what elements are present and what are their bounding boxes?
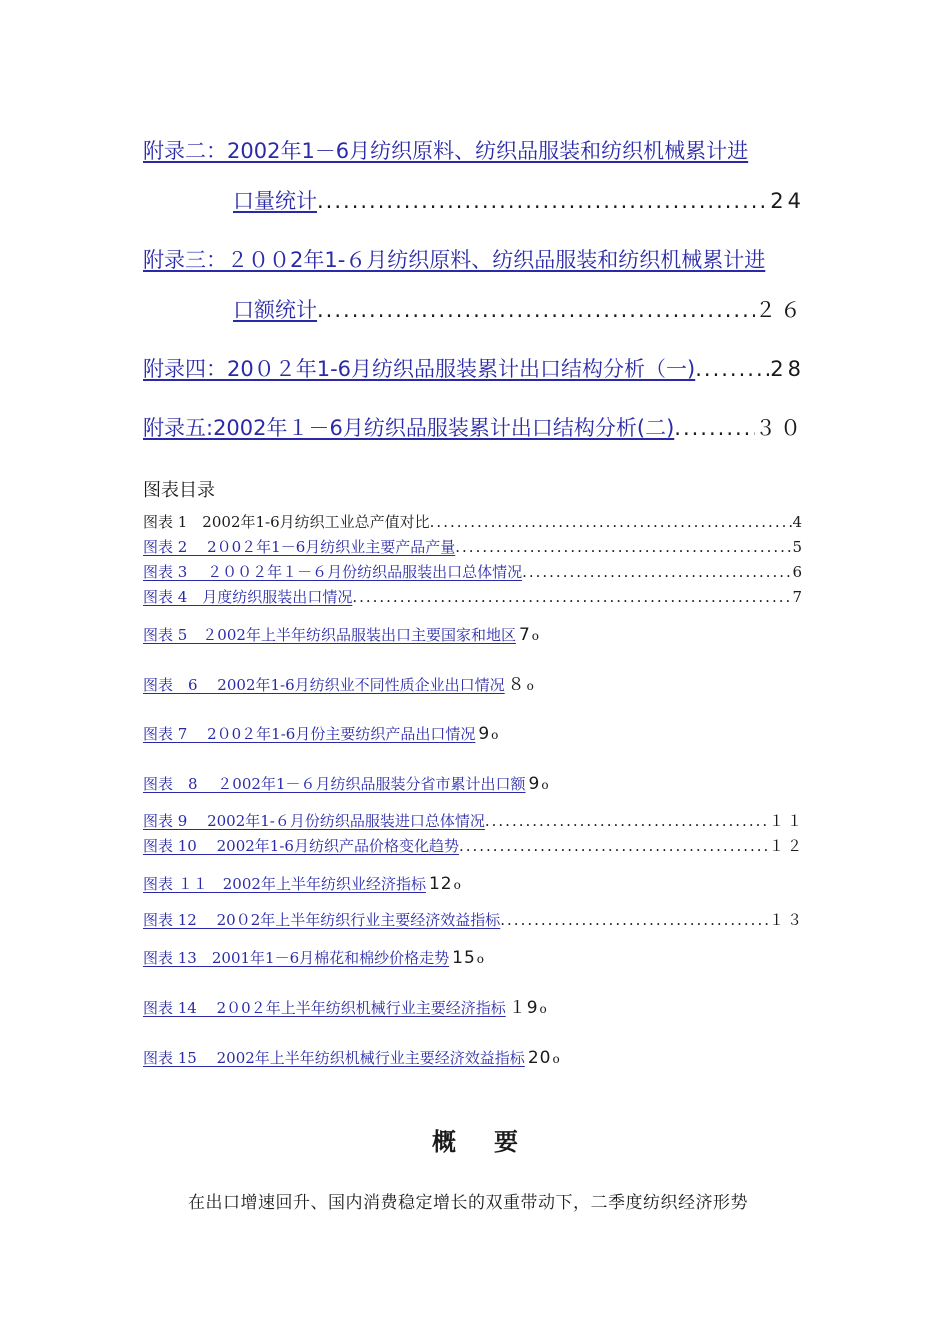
page-number: 9: [528, 774, 541, 794]
page-number: ３０: [755, 416, 805, 440]
figure-entry-6[interactable]: [143, 675, 534, 696]
figure-15-link[interactable]: 图表 15 2002年上半年纺织机械行业主要经济效益指标: [143, 1049, 525, 1067]
figure-8-link[interactable]: 图表 8 ２002年1－６月纺织品服装分省市累计出口额: [143, 775, 526, 793]
page-number: 6: [792, 563, 805, 581]
figure-5-link[interactable]: 图表 5 ２002年上半年纺织品服装出口主要国家和地区: [143, 626, 516, 644]
appendix-4-link[interactable]: 附录四：20０２年1-6月纺织品服装累计出口结构分析（一): [143, 357, 696, 381]
figure-entry-3[interactable]: [143, 562, 805, 582]
figure-entry-15[interactable]: [143, 1048, 560, 1069]
dot-leader: [317, 187, 770, 215]
figure-6-link[interactable]: 图表 6 2002年1-6月纺织业不同性质企业出口情况: [143, 676, 505, 694]
figure-entry-2[interactable]: [143, 537, 805, 557]
figure-entry-13[interactable]: [143, 948, 484, 969]
figure-12-link[interactable]: 图表 12 20０2年上半年纺织行业主要经济效益指标: [143, 911, 501, 929]
page-number: 15: [452, 948, 476, 968]
figure-13-link[interactable]: 图表 13 2001年1－6月棉花和棉纱价格走势: [143, 949, 450, 967]
figure-entry-4[interactable]: [143, 587, 805, 607]
page-number: 28: [770, 357, 805, 381]
dot-leader: [455, 537, 792, 557]
page-number: 9: [478, 724, 491, 744]
dot-leader: [459, 836, 769, 856]
figure-entry-5[interactable]: [143, 625, 539, 646]
appendix-2-line1[interactable]: [143, 137, 805, 165]
appendix-5-link[interactable]: 附录五:2002年１－6月纺织品服装累计出口结构分析(二): [143, 416, 675, 440]
page-number: １２: [768, 837, 805, 855]
figure-entry-14[interactable]: [143, 998, 547, 1019]
appendix-3-line2[interactable]: [233, 296, 805, 324]
appendix-2-line2[interactable]: [233, 187, 805, 215]
figure-entry-12[interactable]: [143, 910, 805, 930]
figure-entry-9[interactable]: [143, 811, 805, 831]
appendix-3-link-cont[interactable]: 口额统计: [233, 298, 317, 322]
field-mark: ο: [526, 679, 534, 693]
field-mark: ο: [476, 952, 484, 966]
figure-entry-7[interactable]: [143, 724, 498, 745]
dot-leader: [352, 587, 792, 607]
appendix-4[interactable]: [143, 355, 805, 383]
appendix-5[interactable]: [143, 414, 805, 442]
dot-leader: [695, 355, 770, 383]
page-number: ２６: [755, 298, 805, 322]
page-number: 12: [428, 874, 453, 894]
page-number: ８: [507, 675, 526, 695]
figure-7-link[interactable]: 图表 7 2０0２年1-6月份主要纺织产品出口情况: [143, 725, 476, 743]
dot-leader: [485, 811, 769, 831]
figure-entry-1[interactable]: [143, 512, 805, 532]
figure-14-link[interactable]: 图表 14 2０0２年上半年纺织机械行业主要经济指标: [143, 999, 506, 1017]
appendix-3-link[interactable]: 附录三：２００2年1-６月纺织原料、纺织品服装和纺织机械累计进: [143, 248, 766, 272]
page-number: 7: [792, 588, 805, 606]
page-number: １３: [768, 911, 805, 929]
dot-leader: [430, 512, 793, 532]
figure-9-link[interactable]: 图表 9 2002年1-６月份纺织品服装进口总体情况: [143, 812, 485, 830]
page-number: 4: [792, 513, 805, 531]
figure-1-label[interactable]: 图表 1 2002年1-6月纺织工业总产值对比: [143, 513, 430, 531]
field-mark: ο: [552, 1052, 560, 1066]
dot-leader: [522, 562, 792, 582]
figures-toc-title: 图表目录: [143, 480, 215, 501]
appendix-2-link[interactable]: 附录二：2002年1－6月纺织原料、纺织品服装和纺织机械累计进: [143, 139, 749, 163]
dot-leader: [500, 910, 769, 930]
field-mark: ο: [453, 878, 461, 892]
figure-3-link[interactable]: 图表 3 ２００２年１－６月份纺织品服装出口总体情况: [143, 563, 523, 581]
figure-4-link[interactable]: 图表 4 月度纺织服装出口情况: [143, 588, 353, 606]
appendix-3-line1[interactable]: [143, 246, 805, 274]
section-heading: 概要: [432, 1128, 556, 1156]
field-mark: ο: [491, 728, 499, 742]
page-number: 5: [792, 538, 805, 556]
figure-entry-8[interactable]: [143, 774, 549, 795]
figure-2-link[interactable]: 图表 2 2０0２年1－6月纺织业主要产品产量: [143, 538, 456, 556]
page-number: 24: [770, 189, 805, 213]
body-paragraph: 在出口增速回升、国内消费稳定增长的双重带动下，二季度纺织经济形势: [188, 1193, 748, 1213]
figure-11-link[interactable]: 图表 １１ 2002年上半年纺织业经济指标: [143, 875, 426, 893]
dot-leader: [317, 296, 755, 324]
page-number: １１: [768, 812, 805, 830]
field-mark: ο: [541, 778, 549, 792]
field-mark: ο: [539, 1002, 547, 1016]
page-number: 7: [518, 625, 531, 645]
field-mark: ο: [531, 629, 540, 643]
figure-entry-10[interactable]: [143, 836, 805, 856]
page-number: 20: [527, 1048, 552, 1068]
appendix-2-link-cont[interactable]: 口量统计: [233, 189, 317, 213]
dot-leader: [674, 414, 755, 442]
figure-10-link[interactable]: 图表 10 2002年1-6月纺织产品价格变化趋势: [143, 837, 459, 855]
figure-entry-11[interactable]: [143, 874, 461, 895]
page-number: １9: [508, 998, 539, 1018]
